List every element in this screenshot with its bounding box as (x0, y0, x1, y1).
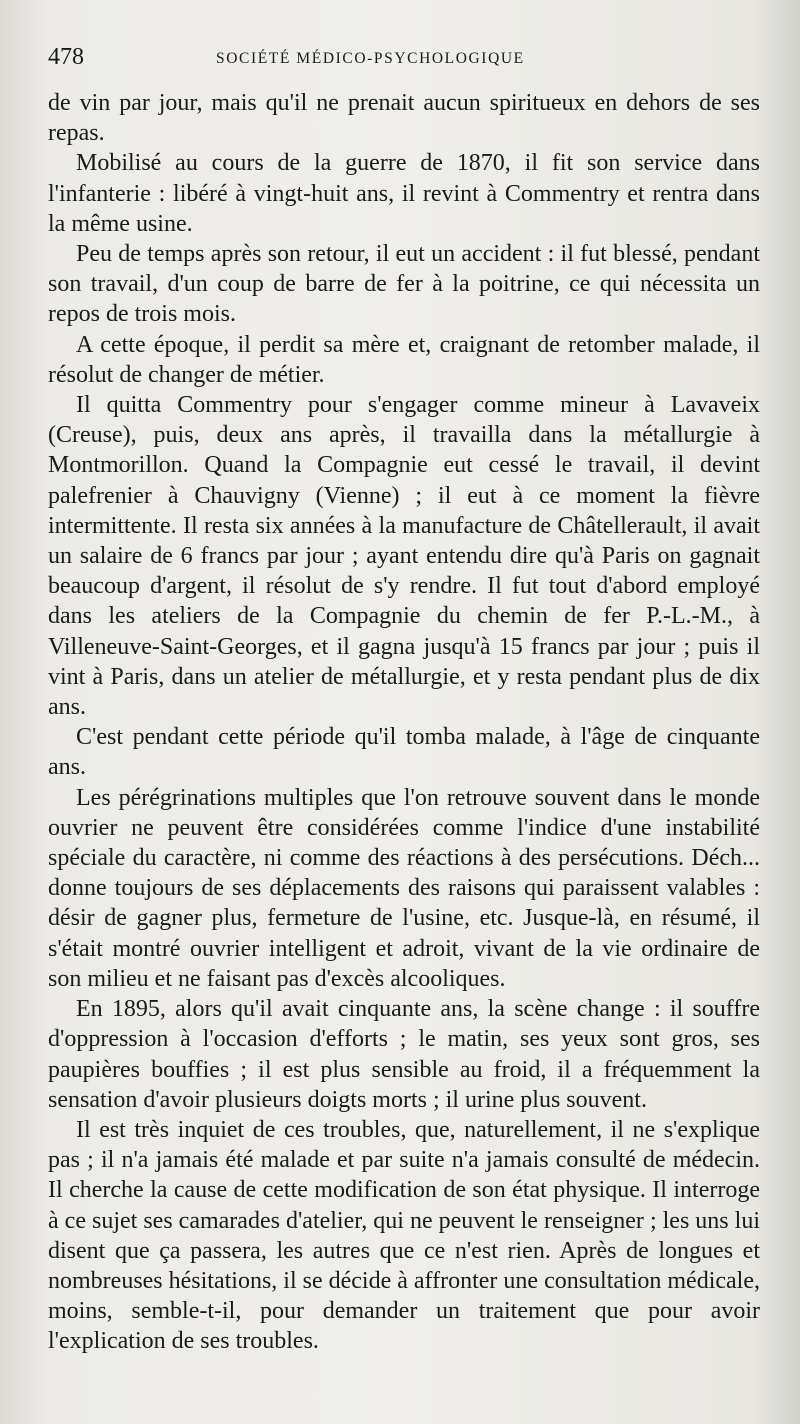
page-number: 478 (48, 44, 84, 70)
paragraph-inquietude: Il est très inquiet de ces troubles, que, naturellement, il ne s'explique pas ; il n'a jamais été malade et par suite n'a jamais consulté de médecin. Il cherche la cause de cette modification de son état physique. Il interroge à ce sujet ses camarades d'atelier, qui ne peuvent le renseigner ; les uns lui disent que ça passera, les autres que ce n'est rien. Après de longues et nombreuses hésitations, il se décide à affronter une consultation médicale, moins, semble-t-il, pour demander un traitement que pour avoir l'explication de ses troubles. (48, 1116, 760, 1355)
paragraph-change-metier: A cette époque, il perdit sa mère et, craignant de retomber malade, il résolut de changer de métier. (48, 331, 760, 388)
paragraph-continued: de vin par jour, mais qu'il ne prenait aucun spiritueux en dehors de ses repas. (48, 90, 760, 147)
paragraph-accident: Peu de temps après son retour, il eut un accident : il fut blessé, pendant son travail, d'un coup de barre de fer à la poitrine, ce qui nécessita un repos de trois mois. (48, 241, 760, 328)
paragraph-parcours: Il quitta Commentry pour s'engager comme mineur à Lavaveix (Creuse), puis, deux ans après, il travailla dans la métallurgie à Montmorillon. Quand la Compagnie eut cessé le travail, il devint palefrenier à Chauvigny (Vienne) ; il eut à ce moment la fièvre intermittente. Il resta six années à la manufacture de Châtellerault, il avait un salaire de 6 francs par jour ; ayant entendu dire qu'à Paris on gagnait beaucoup d'argent, il résolut de s'y rendre. Il fut tout d'abord employé dans les ateliers de la Compagnie du chemin de fer P.-L.-M., à Villeneuve-Saint-Georges, et il gagna jusqu'à 15 francs par jour ; puis il vint à Paris, dans un atelier de métallurgie, et y resta pendant plus de dix ans. (48, 392, 760, 721)
running-title: SOCIÉTÉ MÉDICO-PSYCHOLOGIQUE (216, 50, 525, 67)
paragraph-peregrinations: Les pérégrinations multiples que l'on retrouve souvent dans le monde ouvrier ne peuvent être considérées comme l'indice d'une instabilité spéciale du caractère, ni comme des réactions à des persécutions. Déch... donne toujours de ses déplacements des raisons qui paraissent valables : désir de gagner plus, fermeture de l'usine, etc. Jusque-là, en résumé, il s'était montré ouvrier intelligent et adroit, vivant de la vie ordinaire de son milieu et ne faisant pas d'excès alcooliques. (48, 784, 760, 992)
paragraph-1895: En 1895, alors qu'il avait cinquante ans, la scène change : il souffre d'oppression à l'occasion d'efforts ; le matin, ses yeux sont gros, ses paupières bouffies ; il est plus sensible au froid, il a fréquemment la sensation d'avoir plusieurs doigts morts ; il urine plus souvent. (48, 996, 760, 1113)
paragraph-maladie: C'est pendant cette période qu'il tomba malade, à l'âge de cinquante ans. (48, 724, 760, 781)
paragraph-mobilisation: Mobilisé au cours de la guerre de 1870, il fit son service dans l'infanterie : libéré à vingt-huit ans, il revint à Commentry et rentra dans la même usine. (48, 150, 760, 237)
page-header (48, 44, 760, 78)
body-text (48, 88, 760, 1357)
